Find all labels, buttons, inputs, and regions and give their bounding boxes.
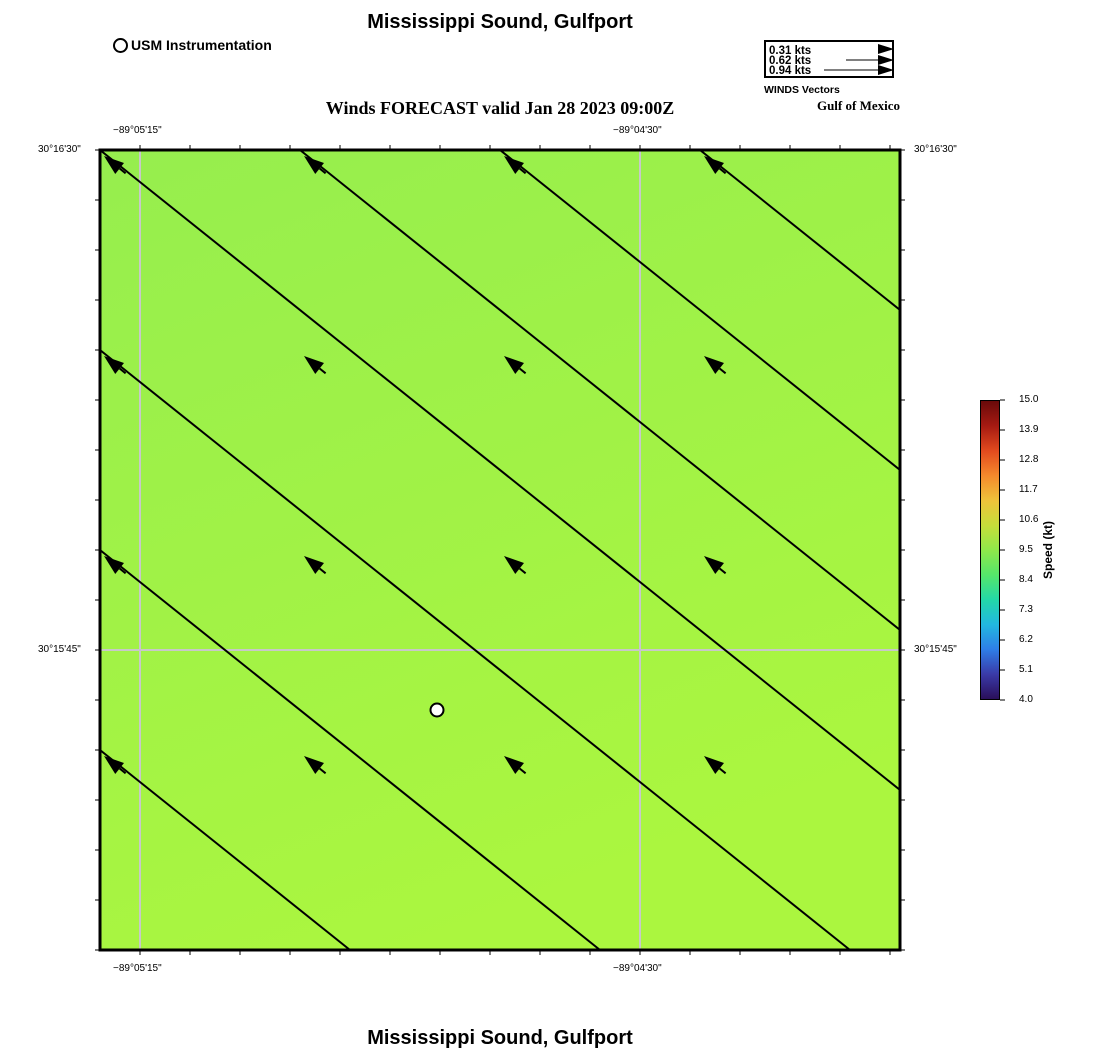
colorbar-tick-label: 10.6 bbox=[1019, 514, 1039, 525]
wind-speed-field bbox=[100, 150, 900, 950]
vector-key-row: 0.94 kts bbox=[769, 65, 812, 77]
forecast-subtitle: Winds FORECAST valid Jan 28 2023 09:00Z bbox=[325, 98, 675, 118]
map-title-top: Mississippi Sound, Gulfport bbox=[367, 11, 633, 33]
map-title-bottom: Mississippi Sound, Gulfport bbox=[367, 1027, 633, 1049]
y-tick-label-right: 30°16'30" bbox=[914, 144, 957, 155]
colorbar-tick-label: 5.1 bbox=[1019, 664, 1033, 675]
usm-station-marker[interactable] bbox=[431, 704, 444, 717]
colorbar-tick-label: 8.4 bbox=[1019, 574, 1033, 585]
colorbar-tick-label: 13.9 bbox=[1019, 424, 1039, 435]
colorbar-tick-label: 9.5 bbox=[1019, 544, 1033, 555]
colorbar-tick-label: 15.0 bbox=[1019, 394, 1039, 405]
colorbar-tick-label: 11.7 bbox=[1019, 484, 1038, 495]
speed-colorbar bbox=[980, 400, 1000, 700]
vector-key-row: 0.31 kts bbox=[769, 45, 812, 57]
vector-key-title: WINDS Vectors bbox=[764, 84, 840, 96]
colorbar-tick-label: 7.3 bbox=[1019, 604, 1033, 615]
colorbar-tick-label: 4.0 bbox=[1019, 694, 1033, 705]
vector-key-row: 0.62 kts bbox=[769, 55, 812, 67]
x-tick-label-bottom: −89°04'30" bbox=[613, 963, 662, 974]
y-tick-label-left: 30°15'45" bbox=[38, 644, 81, 655]
colorbar-title: Speed (kt) bbox=[1041, 520, 1055, 580]
x-tick-label-top: −89°04'30" bbox=[613, 125, 662, 136]
x-tick-label-top: −89°05'15" bbox=[113, 125, 162, 136]
colorbar-tick-marks bbox=[1000, 395, 1020, 705]
colorbar-tick-label: 12.8 bbox=[1019, 454, 1039, 465]
x-tick-label-bottom: −89°05'15" bbox=[113, 963, 162, 974]
colorbar-tick-label: 6.2 bbox=[1019, 634, 1033, 645]
y-tick-label-left: 30°16'30" bbox=[38, 144, 81, 155]
region-label: Gulf of Mexico bbox=[816, 98, 900, 113]
station-legend-label: USM Instrumentation bbox=[131, 37, 272, 53]
y-tick-label-right: 30°15'45" bbox=[914, 644, 957, 655]
